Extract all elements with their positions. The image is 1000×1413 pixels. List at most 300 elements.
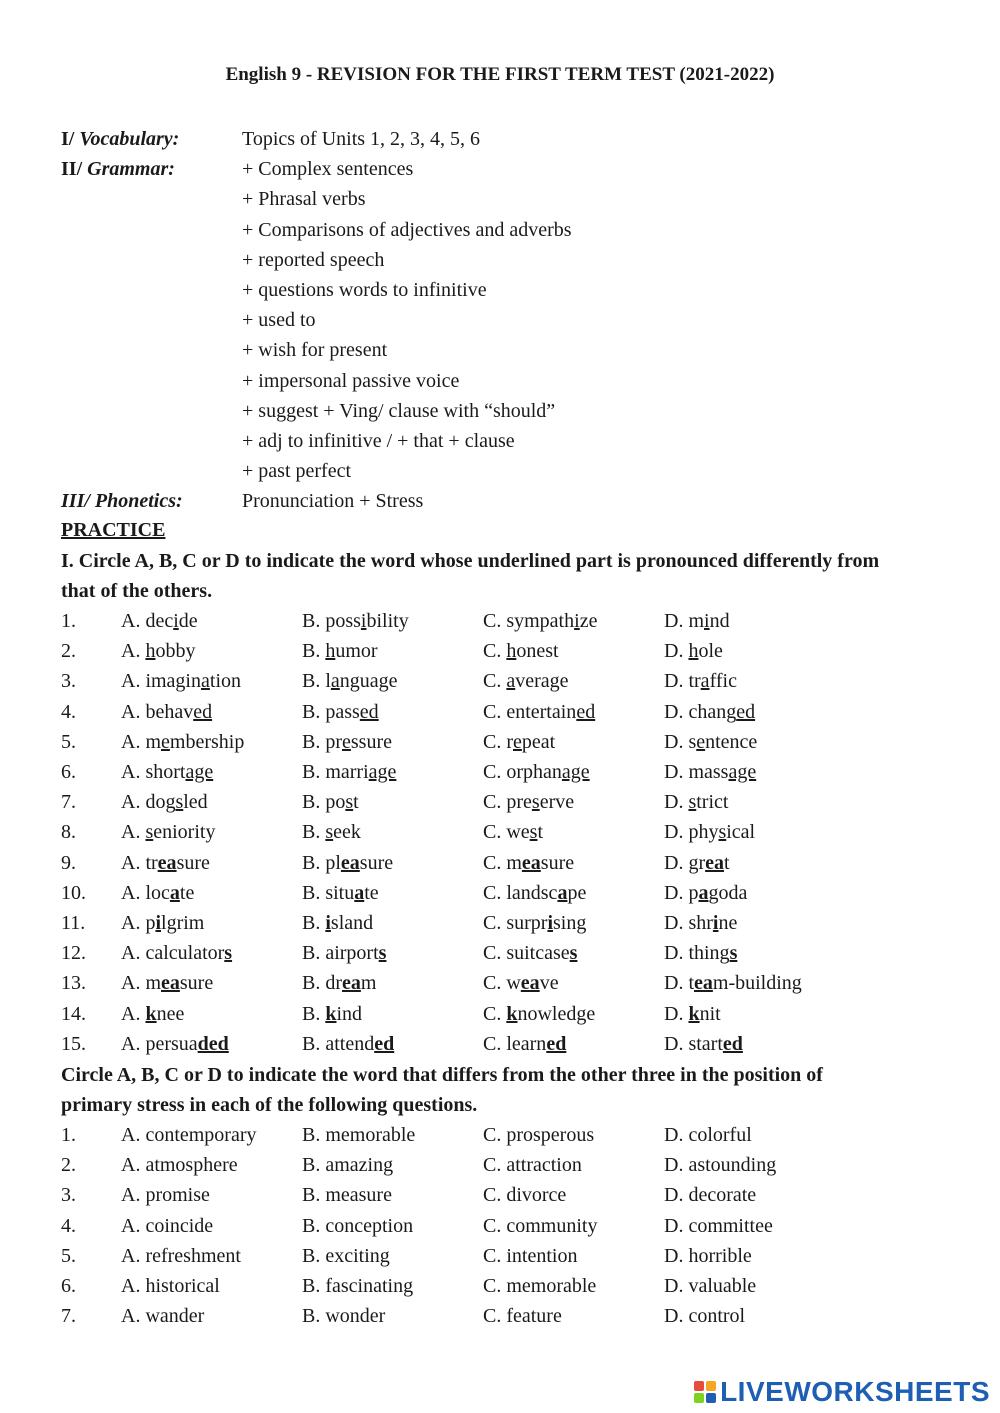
question-number: 6. <box>61 761 76 783</box>
option-b <box>302 727 392 757</box>
option-text-rest: eniority <box>153 821 216 844</box>
option-text: A. p <box>121 912 156 934</box>
option-text: D. mass <box>664 761 729 783</box>
option-text-rest: peat <box>521 730 556 753</box>
option-c <box>483 938 577 968</box>
option-text: D. phy <box>664 821 719 844</box>
option-c <box>483 636 559 666</box>
option-text: A. persua <box>121 1032 198 1055</box>
option-c <box>483 848 574 878</box>
option-d <box>664 1271 756 1301</box>
option-text-rest: ntence <box>705 730 758 753</box>
outline-row <box>0 154 1000 184</box>
option-text: B. measure <box>302 1184 392 1207</box>
underlined-part: h <box>688 640 699 663</box>
option-text-rest: obby <box>155 640 196 663</box>
option-text: C. <box>483 1002 507 1025</box>
option-text-rest: nee <box>156 1002 185 1025</box>
question-number: 5. <box>61 730 76 753</box>
question-number: 13. <box>61 972 86 995</box>
option-c <box>483 757 590 787</box>
option-d <box>664 1301 745 1331</box>
outline-value: + suggest + Ving/ clause with “should” <box>242 399 556 422</box>
outline-value: + past perfect <box>242 460 352 483</box>
underlined-bold-part: ed <box>374 1032 395 1055</box>
option-text-rest: mbership <box>169 730 245 753</box>
option-text: B. <box>302 640 326 663</box>
question-number: 7. <box>61 1305 76 1328</box>
underlined-bold-part: ea <box>521 851 541 874</box>
option-a <box>121 908 204 938</box>
option-text-rest: ind <box>336 1002 363 1025</box>
underlined-part: s <box>175 791 184 814</box>
underlined-part: s <box>688 791 697 814</box>
question-row <box>0 1211 1000 1241</box>
question-row <box>0 817 1000 847</box>
option-text: D. s <box>664 730 697 753</box>
underlined-part: e <box>513 730 522 753</box>
option-d <box>664 727 757 757</box>
section1-instruction: I. Circle A, B, C or D to indicate the word whose underlined part is pronounced differently from <box>61 550 880 572</box>
page-title: English 9 - REVISION FOR THE FIRST TERM TEST (2021-2022) <box>225 64 775 85</box>
logo-square-orange <box>706 1381 716 1391</box>
option-a <box>121 1150 238 1180</box>
option-text: A. short <box>121 761 186 783</box>
option-text: C. divorce <box>483 1184 567 1207</box>
option-text: B. marri <box>302 761 369 783</box>
question-row <box>0 968 1000 998</box>
option-text: C. orphan <box>483 761 562 783</box>
option-b <box>302 1180 392 1210</box>
underlined-bold-part: ea <box>161 972 180 995</box>
outline-value: + Complex sentences <box>242 158 414 181</box>
option-b <box>302 908 373 938</box>
underlined-bold-part: ea <box>342 972 361 995</box>
outline-row <box>0 486 1000 516</box>
option-d <box>664 968 802 998</box>
option-b <box>302 636 378 666</box>
logo-mark-icon <box>694 1381 716 1403</box>
underlined-bold-part: i <box>325 912 331 934</box>
option-text: C. memorable <box>483 1275 597 1297</box>
option-text-rest: goda <box>708 881 748 904</box>
outline-value: + wish for present <box>242 339 388 362</box>
option-text: D. control <box>664 1305 746 1328</box>
question-row <box>0 1271 1000 1301</box>
underlined-part: h <box>506 640 517 663</box>
question-number: 3. <box>61 670 76 693</box>
underlined-bold-part: s <box>569 942 578 965</box>
outline-value: + Phrasal verbs <box>242 188 366 211</box>
option-a <box>121 1271 220 1301</box>
option-a <box>121 938 232 968</box>
option-text: C. entertain <box>483 700 577 723</box>
option-text: C. <box>483 640 507 663</box>
option-text: A. <box>121 1002 146 1025</box>
underlined-part: e <box>696 730 706 753</box>
option-text: C. landsc <box>483 881 558 904</box>
option-text: C. pre <box>483 791 532 814</box>
outline-label <box>61 486 183 516</box>
outline-number: II/ <box>61 158 83 181</box>
option-text: A. wander <box>121 1305 205 1328</box>
option-d <box>664 1150 776 1180</box>
option-text-rest: pe <box>567 881 587 904</box>
option-text: A. dog <box>121 791 176 814</box>
option-text-rest: ole <box>698 640 723 663</box>
option-a <box>121 757 213 787</box>
underlined-bold-part: s <box>729 942 738 965</box>
question-number: 2. <box>61 640 76 663</box>
option-d <box>664 1180 756 1210</box>
option-text: C. r <box>483 730 513 753</box>
option-text: C. m <box>483 851 522 874</box>
option-d <box>664 787 728 817</box>
option-b <box>302 666 398 696</box>
option-text-rest: sure <box>176 851 210 874</box>
option-text: D. decorate <box>664 1184 757 1207</box>
option-text: B. wonder <box>302 1305 386 1328</box>
option-text: D. committee <box>664 1214 773 1237</box>
option-text: D. gr <box>664 851 706 874</box>
option-d <box>664 606 730 636</box>
outline-value: Topics of Units 1, 2, 3, 4, 5, 6 <box>242 128 481 150</box>
question-row <box>0 787 1000 817</box>
question-row <box>0 606 1000 636</box>
underlined-bold-part: s <box>224 942 233 965</box>
underlined-part: age <box>368 761 397 783</box>
option-text: B. <box>302 912 326 934</box>
underlined-bold-part: a <box>557 881 568 904</box>
option-text: C. learn <box>483 1032 547 1055</box>
option-text: A. coincide <box>121 1214 214 1237</box>
option-text: C. community <box>483 1214 598 1237</box>
option-d <box>664 697 755 727</box>
option-text: C. sympath <box>483 610 575 632</box>
option-c <box>483 1120 594 1150</box>
underlined-part: i <box>574 610 580 632</box>
option-text: D. valuable <box>664 1275 757 1297</box>
question-number: 4. <box>61 700 76 723</box>
option-text-rest: nguage <box>339 670 398 693</box>
option-b <box>302 1120 415 1150</box>
option-text-rest: ffic <box>709 670 737 693</box>
option-c <box>483 878 586 908</box>
outline-label-text: Grammar: <box>87 158 175 181</box>
underlined-part: age <box>185 761 214 783</box>
option-text-rest: onest <box>516 640 559 663</box>
option-c <box>483 787 574 817</box>
option-b <box>302 999 362 1029</box>
question-row <box>0 1029 1000 1059</box>
outline-label <box>61 154 175 184</box>
option-text-rest: ve <box>539 972 559 995</box>
option-text-rest: t <box>537 821 544 844</box>
option-text: B. <box>302 1002 326 1025</box>
option-b <box>302 1029 394 1059</box>
question-row <box>0 938 1000 968</box>
option-text: B. exciting <box>302 1244 390 1267</box>
option-text: C. surpr <box>483 912 548 934</box>
option-text: B. pass <box>302 700 360 723</box>
option-text: D. chang <box>664 700 737 723</box>
option-b <box>302 606 409 636</box>
option-text: B. fascinating <box>302 1275 414 1297</box>
option-text: B. conception <box>302 1214 414 1237</box>
option-a <box>121 878 194 908</box>
logo-square-blue <box>706 1393 716 1403</box>
option-text: A. loc <box>121 881 170 904</box>
underlined-part: a <box>700 670 710 693</box>
option-text-rest: te <box>364 881 379 904</box>
question-number: 14. <box>61 1002 86 1025</box>
question-number: 9. <box>61 851 76 874</box>
underlined-part: h <box>145 640 156 663</box>
question-number: 8. <box>61 821 76 844</box>
question-number: 1. <box>61 610 76 632</box>
outline-row <box>0 245 1000 275</box>
option-text: C. feature <box>483 1305 562 1328</box>
question-row <box>0 999 1000 1029</box>
question-number: 15. <box>61 1032 86 1055</box>
question-row <box>0 1120 1000 1150</box>
question-number: 12. <box>61 942 86 965</box>
underlined-bold-part: i <box>155 912 162 934</box>
option-text-rest: m <box>360 972 377 995</box>
underlined-part: s <box>145 821 154 844</box>
question-number: 11. <box>61 912 86 934</box>
option-text-rest: bility <box>366 610 409 632</box>
option-text-rest: sing <box>553 912 587 934</box>
option-text: C. prosperous <box>483 1124 595 1146</box>
outline-row <box>0 456 1000 486</box>
option-text: A. behav <box>121 700 194 723</box>
option-text-rest: m-building <box>712 972 802 995</box>
option-b <box>302 1150 393 1180</box>
underlined-part: s <box>345 791 354 814</box>
option-text: A. m <box>121 972 161 995</box>
question-row <box>0 727 1000 757</box>
option-text: A. historical <box>121 1275 220 1297</box>
outline-number: I/ <box>61 128 75 150</box>
underlined-part: ed <box>359 700 379 723</box>
option-c <box>483 666 569 696</box>
option-b <box>302 817 361 847</box>
option-b <box>302 1211 413 1241</box>
question-row <box>0 1301 1000 1331</box>
outline-label-text: Vocabulary: <box>79 128 180 150</box>
underlined-bold-part: a <box>698 881 709 904</box>
option-text: B. pr <box>302 730 342 753</box>
section2-instruction-line1 <box>0 1060 1000 1090</box>
option-d <box>664 938 737 968</box>
option-text: B. memorable <box>302 1124 416 1146</box>
option-text: D. colorful <box>664 1124 752 1146</box>
option-d <box>664 636 723 666</box>
option-a <box>121 1180 210 1210</box>
option-text: A. imagin <box>121 670 201 693</box>
option-text: D. astounding <box>664 1154 777 1177</box>
option-b <box>302 787 359 817</box>
option-text-rest: tion <box>209 670 242 693</box>
option-c <box>483 968 559 998</box>
option-c <box>483 999 595 1029</box>
underlined-part: age <box>561 761 590 783</box>
outline-value: + reported speech <box>242 248 385 271</box>
option-a <box>121 1241 241 1271</box>
option-text-rest: sure <box>359 851 394 874</box>
option-b <box>302 848 393 878</box>
option-text: A. promise <box>121 1184 210 1207</box>
option-text: B. <box>302 821 326 844</box>
option-text: C. suitcase <box>483 942 570 965</box>
underlined-bold-part: a <box>169 881 180 904</box>
outline-value: + questions words to infinitive <box>242 279 487 301</box>
option-text-rest: ical <box>726 821 756 844</box>
option-c <box>483 817 543 847</box>
option-d <box>664 757 756 787</box>
option-text: B. poss <box>302 610 361 632</box>
underlined-part: i <box>704 610 710 632</box>
underlined-part: h <box>325 640 336 663</box>
question-row <box>0 1180 1000 1210</box>
option-c <box>483 1150 582 1180</box>
option-text-rest: nit <box>699 1002 721 1025</box>
option-text: C. we <box>483 821 530 844</box>
option-text: A. refreshment <box>121 1244 241 1267</box>
option-text: D. horrible <box>664 1244 752 1267</box>
underlined-part: a <box>330 670 340 693</box>
option-text: D. <box>664 640 689 663</box>
question-number: 7. <box>61 791 76 814</box>
option-c <box>483 697 595 727</box>
option-b <box>302 757 396 787</box>
underlined-bold-part: k <box>145 1002 157 1025</box>
practice-row <box>0 515 1000 545</box>
outline-value: + used to <box>242 309 316 332</box>
option-text: B. dr <box>302 972 342 995</box>
outline-row <box>0 305 1000 335</box>
option-c <box>483 908 586 938</box>
question-row <box>0 636 1000 666</box>
underlined-part: e <box>342 730 351 753</box>
section1-instruction-cont: that of the others. <box>61 580 213 602</box>
practice-heading: PRACTICE <box>61 519 166 541</box>
outline-value: + impersonal passive voice <box>242 369 460 392</box>
option-a <box>121 968 213 998</box>
option-text-rest: t <box>353 791 359 814</box>
option-text-rest: eek <box>333 821 361 844</box>
option-c <box>483 1271 596 1301</box>
underlined-bold-part: i <box>547 912 554 934</box>
underlined-bold-part: ea <box>340 851 360 874</box>
outline-row <box>0 124 1000 154</box>
question-row <box>0 666 1000 696</box>
option-text: A. tr <box>121 851 158 874</box>
option-text: B. attend <box>302 1032 375 1055</box>
option-d <box>664 1241 752 1271</box>
underlined-part: i <box>173 610 179 632</box>
option-c <box>483 1301 562 1331</box>
outline-value: + adj to infinitive / + that + clause <box>242 430 515 452</box>
option-text-rest: sland <box>330 912 374 934</box>
option-text: D. p <box>664 881 699 904</box>
underlined-bold-part: ed <box>722 1032 743 1055</box>
option-c <box>483 606 597 636</box>
option-text: C. <box>483 670 507 693</box>
logo-text: LIVEWORKSHEETS <box>720 1376 990 1407</box>
option-text-rest: umor <box>335 640 378 663</box>
option-text: C. attraction <box>483 1154 582 1177</box>
option-text: D. <box>664 1002 689 1025</box>
option-a <box>121 666 241 696</box>
option-text: D. m <box>664 610 704 632</box>
option-d <box>664 999 721 1029</box>
underlined-bold-part: s <box>378 942 387 965</box>
option-a <box>121 787 208 817</box>
option-b <box>302 878 379 908</box>
option-text: D. start <box>664 1032 723 1055</box>
option-a <box>121 999 184 1029</box>
underlined-bold-part: ded <box>197 1032 229 1055</box>
option-a <box>121 697 212 727</box>
option-text-rest: nd <box>709 610 730 632</box>
underlined-part: s <box>718 821 727 844</box>
question-row <box>0 697 1000 727</box>
option-d <box>664 817 755 847</box>
option-text: A. dec <box>121 610 174 632</box>
question-number: 2. <box>61 1154 76 1177</box>
outline-row <box>0 366 1000 396</box>
underlined-bold-part: ea <box>520 972 540 995</box>
underlined-part: a <box>201 670 210 693</box>
question-number: 5. <box>61 1244 76 1267</box>
option-d <box>664 666 737 696</box>
option-text: C. w <box>483 972 521 995</box>
logo-square-red <box>694 1381 704 1391</box>
underlined-part: s <box>529 821 538 844</box>
outline-row <box>0 426 1000 456</box>
underlined-part: ed <box>736 700 756 723</box>
option-text-rest: de <box>178 610 198 632</box>
option-c <box>483 1029 566 1059</box>
option-a <box>121 606 198 636</box>
option-c <box>483 727 555 757</box>
option-c <box>483 1180 566 1210</box>
option-b <box>302 1241 390 1271</box>
question-row <box>0 878 1000 908</box>
option-a <box>121 1301 204 1331</box>
option-text: A. <box>121 821 146 844</box>
option-c <box>483 1211 597 1241</box>
question-number: 4. <box>61 1214 76 1237</box>
option-b <box>302 1271 413 1301</box>
underlined-part: age <box>728 761 757 783</box>
option-a <box>121 636 195 666</box>
option-b <box>302 938 386 968</box>
underlined-bold-part: a <box>354 881 365 904</box>
option-d <box>664 1120 752 1150</box>
option-text: D. t <box>664 972 694 995</box>
option-text: A. contemporary <box>121 1124 257 1146</box>
liveworksheets-logo <box>694 1376 990 1408</box>
option-text-rest: t <box>724 851 730 874</box>
section2-instruction-cont: primary stress in each of the following questions. <box>61 1094 478 1116</box>
option-text: B. l <box>302 670 331 693</box>
option-d <box>664 908 737 938</box>
underlined-part: a <box>506 670 516 693</box>
outline-row <box>0 396 1000 426</box>
